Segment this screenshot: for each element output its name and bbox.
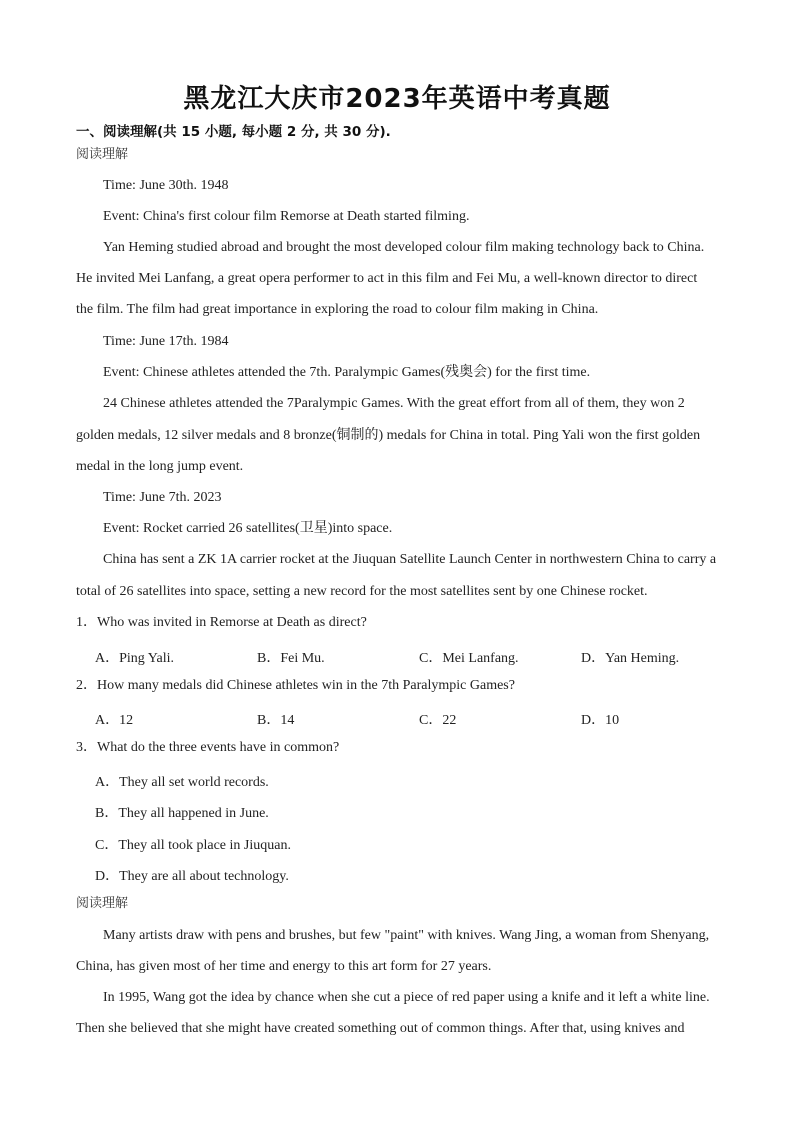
passage1-line: Time: June 30th. 1948	[103, 178, 229, 193]
page-title: 黑龙江大庆市2023年英语中考真题	[183, 84, 611, 114]
answer-option: D．10	[581, 713, 620, 728]
passage1-line: Event: Rocket carried 26 satellites(卫星)into space.	[103, 521, 393, 536]
passage2-line: China, has given most of her time and energy to this art form for 27 years.	[76, 959, 492, 974]
answer-option: C．They all took place in Jiuquan.	[95, 838, 291, 853]
passage1-line: China has sent a ZK 1A carrier rocket at the Jiuquan Satellite Launch Center in northwestern China to carry a	[103, 552, 717, 567]
passage1-line: Event: China's first colour film Remorse at Death started filming.	[103, 209, 470, 224]
passage1-line: the film. The film had great importance in exploring the road to colour film making in China.	[76, 302, 599, 317]
passage2-line: Then she believed that she might have created something out of common things. After that, using knives and	[76, 1021, 685, 1036]
passage1-line: medal in the long jump event.	[76, 459, 244, 474]
answer-option: A．They all set world records.	[95, 775, 269, 790]
passage1-line: Event: Chinese athletes attended the 7th. Paralympic Games(残奥会) for the first time.	[103, 365, 591, 380]
answer-option: B．Fei Mu.	[257, 651, 325, 666]
passage1-label: 阅读理解	[76, 147, 129, 162]
passage1-line: 24 Chinese athletes attended the 7Paralympic Games. With the great effort from all of them, they won 2	[103, 396, 685, 411]
answer-option: B．They all happened in June.	[95, 806, 269, 821]
passage1-line: Time: June 17th. 1984	[103, 334, 229, 349]
question-stem: 2．How many medals did Chinese athletes win in the 7th Paralympic Games?	[76, 678, 515, 693]
answer-option: D．They are all about technology.	[95, 869, 289, 884]
passage1-line: He invited Mei Lanfang, a great opera performer to act in this film and Fei Mu, a well-known director to direct	[76, 271, 698, 286]
answer-option: D．Yan Heming.	[581, 651, 680, 666]
answer-option: A．Ping Yali.	[95, 651, 174, 666]
passage2-line: In 1995, Wang got the idea by chance when she cut a piece of red paper using a knife and it left a white line.	[103, 990, 710, 1005]
passage1-line: Time: June 7th. 2023	[103, 490, 222, 505]
passage2-line: Many artists draw with pens and brushes, but few "paint" with knives. Wang Jing, a woman from Shenyang,	[103, 928, 710, 943]
passage1-line: total of 26 satellites into space, setting a new record for the most satellites sent by one Chinese rocket.	[76, 584, 648, 599]
passage1-line: Yan Heming studied abroad and brought the most developed colour film making technology back to China.	[103, 240, 705, 255]
section-heading: 一、阅读理解(共 15 小题, 每小题 2 分, 共 30 分).	[76, 124, 391, 140]
passage1-line: golden medals, 12 silver medals and 8 bronze(铜制的) medals for China in total. Ping Yali won the first golden	[76, 428, 701, 443]
question-stem: 3．What do the three events have in common?	[76, 740, 340, 755]
question-stem: 1．Who was invited in Remorse at Death as direct?	[76, 615, 367, 630]
answer-option: C．22	[419, 713, 457, 728]
answer-option: C．Mei Lanfang.	[419, 651, 519, 666]
answer-option: A．12	[95, 713, 134, 728]
passage2-label: 阅读理解	[76, 896, 129, 911]
answer-option: B．14	[257, 713, 295, 728]
